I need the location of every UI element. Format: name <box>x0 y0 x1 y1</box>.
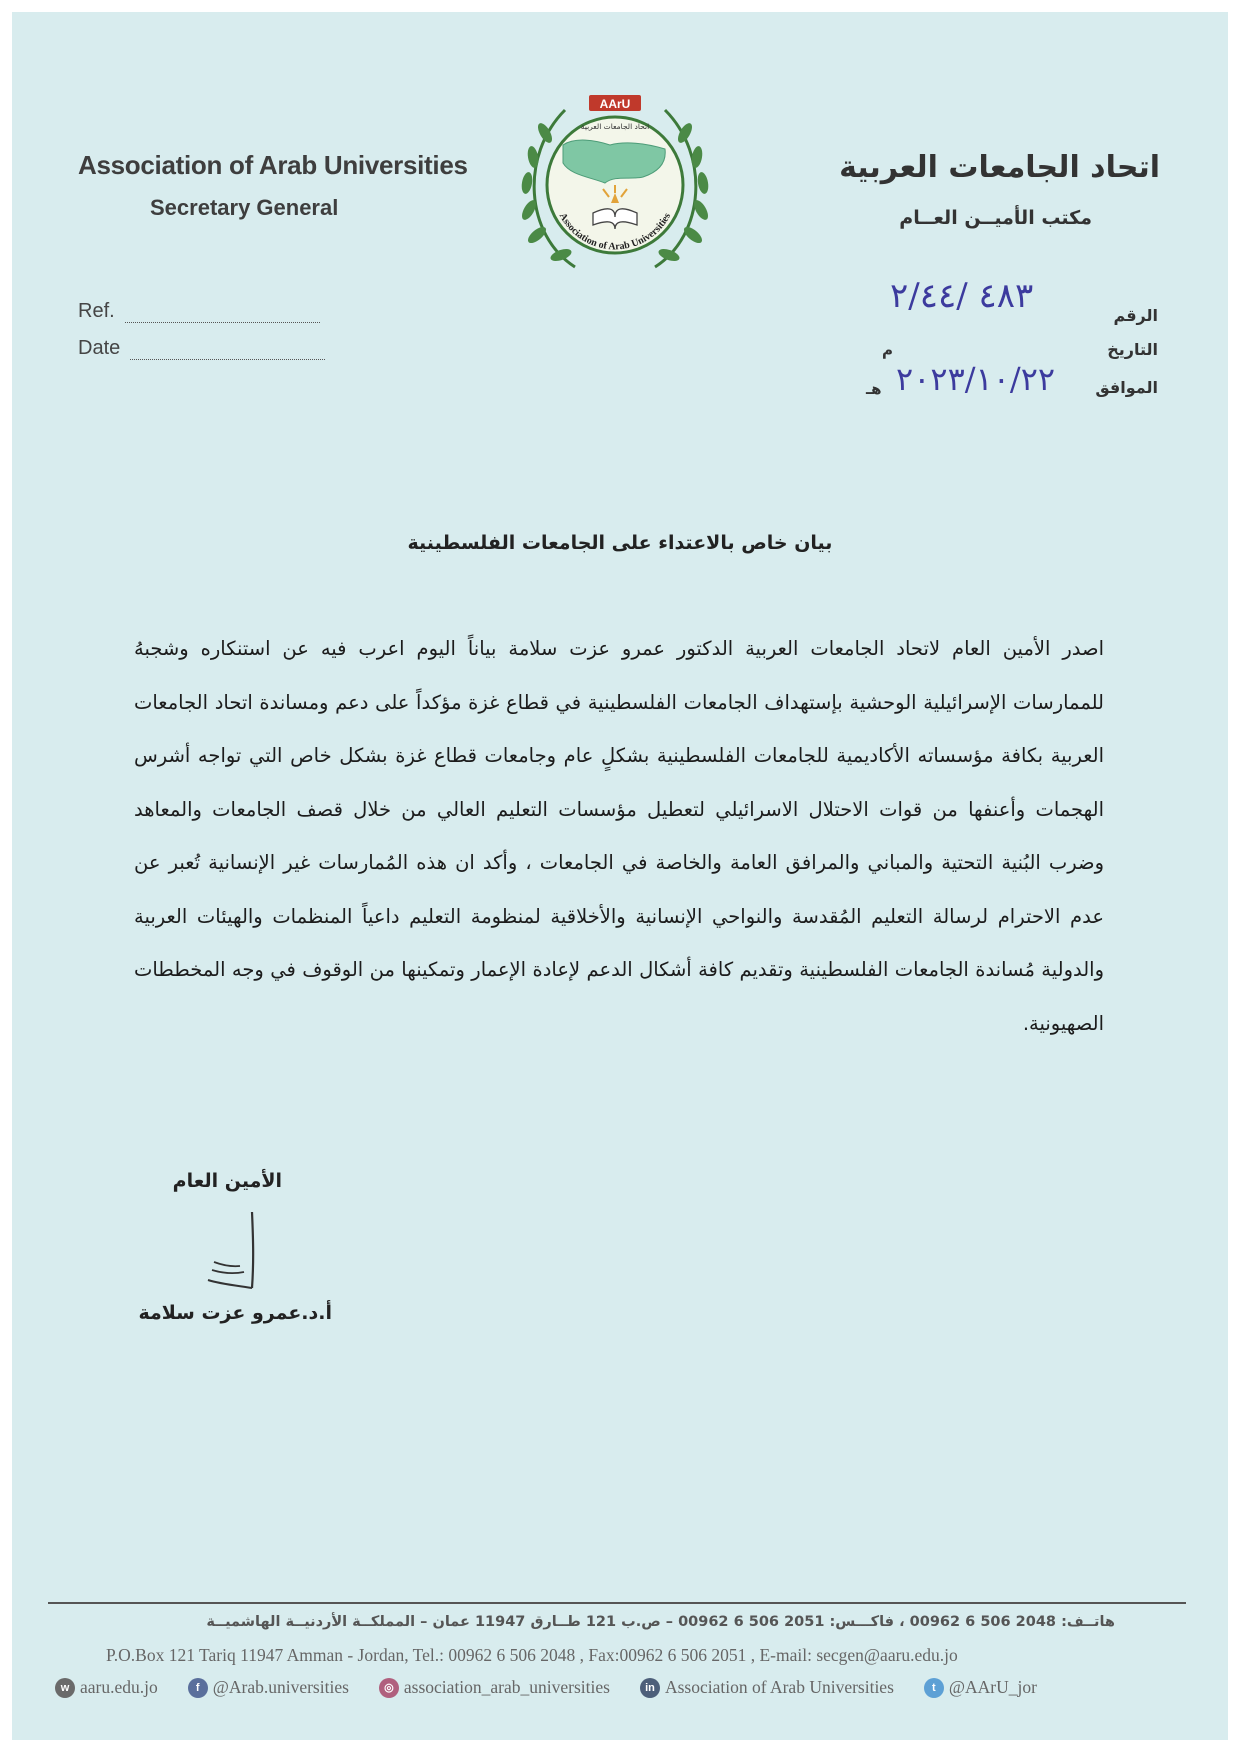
ref-dotted-line <box>125 304 320 323</box>
signatory-title: الأمين العام <box>172 1170 282 1192</box>
date-field <box>78 337 325 360</box>
hijri-mark: هـ <box>866 380 882 398</box>
linkedin-icon: in <box>640 1678 660 1698</box>
gregorian-mark: م <box>882 341 893 359</box>
social-twitter[interactable] <box>924 1677 1037 1698</box>
secretary-general-english: Secretary General <box>150 195 339 220</box>
signatory-name: أ.د.عمرو عزت سلامة <box>138 1302 332 1324</box>
ref-label: Ref. <box>78 300 115 322</box>
svg-text:اتحاد الجامعات العربية: اتحاد الجامعات العربية <box>580 122 650 131</box>
social-linkedin-label: Association of Arab Universities <box>664 1677 894 1697</box>
document-body: اصدر الأمين العام لاتحاد الجامعات العربية الدكتور عمرو عزت سلامة بياناً اليوم اعرب فيه عن استنكاره وشجبهُ للممارسات الإسرائيلية الوحشية بإستهداف الجامعات الفلسطينية في قطاع غزة مؤكداً على دعم ومساندة اتحاد الجامعات العربية بكافة مؤسساته الأكاديمية للجامعات الفلسطينية بشكلٍ عام وجامعات قطاع غزة بشكل خاص التي تواجه أشرس الهجمات وأعنفها من قوات الاحتلال الاسرائيلي لتعطيل مؤسسات التعليم العالي من خلال قصف الجامعات والمعاهد وضرب البُنية التحتية والمباني والمرافق العامة والخاصة في الجامعات ، وأكد ان هذه المُمارسات غير الإنسانية تُعبر عن عدم الاحترام لرسالة التعليم المُقدسة والنواحي الإنسانية والأخلاقية لمنظومة التعليم داعياً المنظمات والهيئات العربية والدولية مُساندة الجامعات الفلسطينية وتقديم كافة أشكال الدعم لإعادة الإعمار وتمكينها من الوقوف في وجه المخططات الصهيونية. <box>134 637 1104 1035</box>
secretary-general-arabic: مكتب الأميــن العــام <box>899 207 1092 229</box>
svg-text:Association of Arab Universiti: Association of Arab Universities <box>556 211 674 253</box>
social-website[interactable] <box>55 1677 158 1698</box>
date-dotted-line <box>130 341 325 360</box>
twitter-icon: t <box>924 1678 944 1698</box>
org-name-english: Association of Arab Universities <box>78 150 468 180</box>
date-label-arabic: التاريخ <box>1107 340 1158 359</box>
handwritten-signature <box>200 1210 270 1295</box>
svg-text:AArU: AArU <box>599 97 631 111</box>
social-facebook-label: @Arab.universities <box>212 1677 349 1697</box>
footer-contact-english: P.O.Box 121 Tariq 11947 Amman - Jordan, Tel.: 00962 6 506 2048 , Fax:00962 6 506 2051 , E-mail: secgen@aaru.edu.jo <box>106 1645 958 1665</box>
document-title: بيان خاص بالاعتداء على الجامعات الفلسطينية <box>407 532 833 554</box>
number-label: الرقم <box>1113 306 1158 325</box>
social-linkedin[interactable] <box>640 1677 894 1698</box>
hijri-label: الموافق <box>1095 378 1158 397</box>
social-twitter-label: @AArU_jor <box>948 1677 1037 1697</box>
handwritten-date: ٢٠٢٣/١٠/٢٢ <box>896 360 1056 398</box>
handwritten-reference-number: ٤٨٣ /٢/٤٤ <box>890 276 1034 316</box>
social-links <box>55 1677 1037 1698</box>
org-name-arabic: اتحاد الجامعات العربية <box>839 150 1160 185</box>
footer-contact-arabic: هاتــف: 2048 506 6 00962 ، فاكـــس: 2051 506 6 00962 – ص.ب 121 طــارق 11947 عمان – المملكــة الأردنيــة الهاشميــة <box>206 1614 1115 1630</box>
social-facebook[interactable] <box>188 1677 349 1698</box>
instagram-icon: ◎ <box>379 1678 399 1698</box>
aaru-logo <box>515 85 715 280</box>
social-instagram[interactable] <box>379 1677 610 1698</box>
social-website-label: aaru.edu.jo <box>80 1677 158 1697</box>
website-icon: w <box>55 1678 75 1698</box>
social-instagram-label: association_arab_universities <box>403 1677 610 1697</box>
facebook-icon: f <box>188 1678 208 1698</box>
footer-divider <box>48 1602 1186 1604</box>
ref-field <box>78 300 320 323</box>
date-label: Date <box>78 337 121 359</box>
